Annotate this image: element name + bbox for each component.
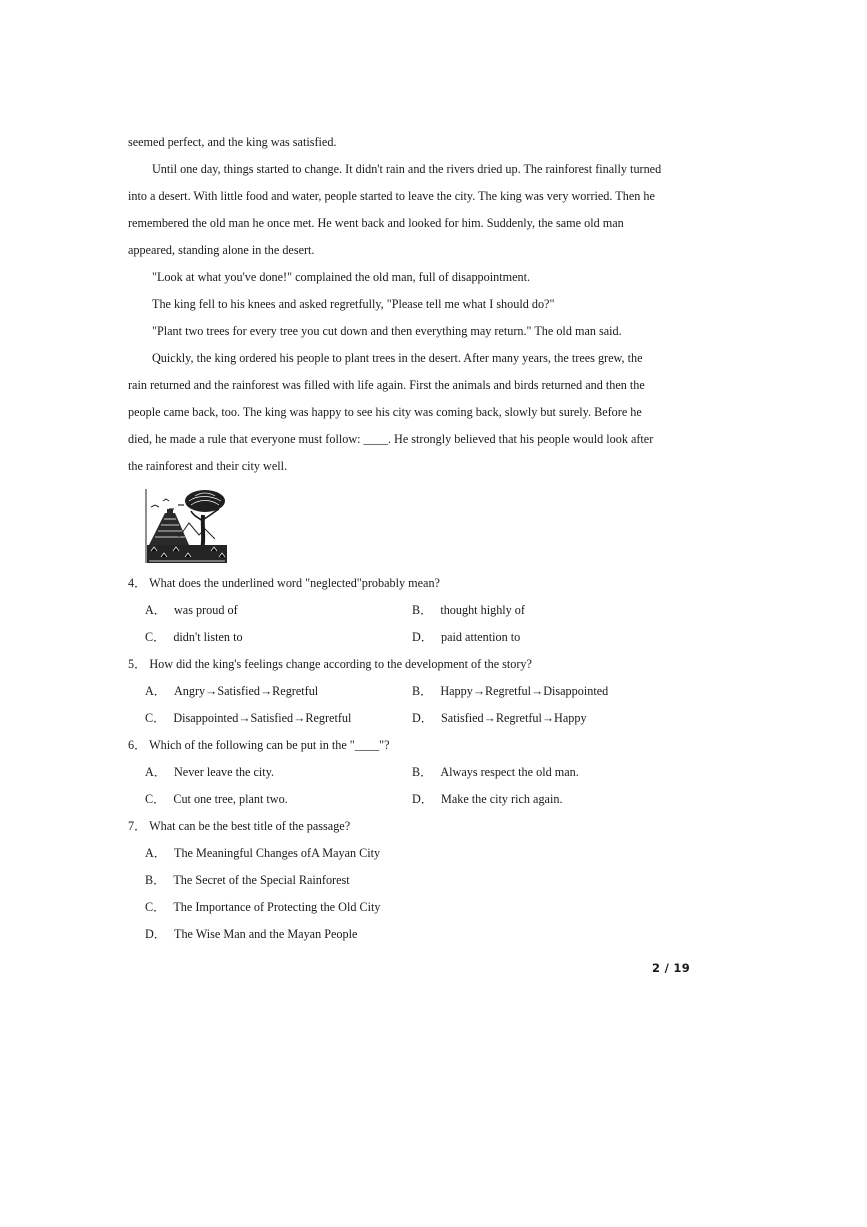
option-c[interactable]	[145, 629, 243, 645]
option-d[interactable]	[145, 926, 357, 942]
question-text: What does the underlined word "neglected"probably mean?	[149, 576, 440, 590]
question-number: 7．	[128, 819, 147, 833]
question-text: What can be the best title of the passage?	[149, 819, 351, 833]
option-letter: A．	[145, 846, 166, 860]
question-stem	[128, 818, 350, 834]
option-c[interactable]	[145, 710, 351, 726]
passage-line: Quickly, the king ordered his people to plant trees in the desert. After many years, the trees grew, the	[152, 351, 643, 365]
option-letter: C．	[145, 630, 166, 644]
option-b[interactable]	[145, 872, 350, 888]
option-text: The Meaningful Changes ofA Mayan City	[174, 846, 381, 860]
option-letter: B．	[145, 873, 166, 887]
option-letter: D．	[145, 927, 166, 941]
passage-line: into a desert. With little food and water, people started to leave the city. The king was very worried. Then he	[128, 189, 655, 203]
option-d[interactable]	[412, 629, 520, 645]
passage-line: the rainforest and their city well.	[128, 459, 288, 473]
option-text: The Secret of the Special Rainforest	[173, 873, 350, 887]
option-letter: C．	[145, 711, 166, 725]
option-text: Disappointed→Satisfied→Regretful	[173, 711, 352, 725]
option-text: thought highly of	[440, 603, 525, 617]
passage-line: died, he made a rule that everyone must follow: ____. He strongly believed that his people would look after	[128, 432, 654, 446]
option-letter: D．	[412, 630, 433, 644]
option-a[interactable]	[145, 683, 318, 699]
option-a[interactable]	[145, 845, 380, 861]
option-text: Angry→Satisfied→Regretful	[174, 684, 319, 698]
option-c[interactable]	[145, 791, 288, 807]
option-letter: A．	[145, 603, 166, 617]
option-letter: A．	[145, 684, 166, 698]
page-number: 2 / 19	[652, 961, 691, 975]
passage-line: The king fell to his knees and asked regretfully, "Please tell me what I should do?"	[152, 297, 555, 311]
option-b[interactable]	[412, 683, 608, 699]
option-text: Always respect the old man.	[440, 765, 579, 779]
option-letter: B．	[412, 765, 433, 779]
option-text: was proud of	[174, 603, 238, 617]
question-text: How did the king's feelings change according to the development of the story?	[149, 657, 532, 671]
option-text: Make the city rich again.	[441, 792, 563, 806]
option-d[interactable]	[412, 710, 587, 726]
question-text: Which of the following can be put in the "____"?	[149, 738, 390, 752]
option-c[interactable]	[145, 899, 380, 915]
option-letter: B．	[412, 684, 433, 698]
passage-line: "Plant two trees for every tree you cut down and then everything may return." The old man said.	[152, 324, 622, 338]
option-letter: C．	[145, 792, 166, 806]
option-text: Cut one tree, plant two.	[173, 792, 288, 806]
option-text: The Importance of Protecting the Old City	[173, 900, 381, 914]
option-a[interactable]	[145, 764, 274, 780]
passage-line: people came back, too. The king was happy to see his city was coming back, slowly but surely. Before he	[128, 405, 642, 419]
passage-line: Until one day, things started to change. It didn't rain and the rivers dried up. The rainforest finally turned	[152, 162, 662, 176]
option-text: Never leave the city.	[174, 765, 275, 779]
question-stem	[128, 737, 390, 753]
option-text: didn't listen to	[173, 630, 243, 644]
option-letter: D．	[412, 711, 433, 725]
pyramid-tree-illustration	[145, 487, 229, 565]
option-letter: B．	[412, 603, 433, 617]
option-d[interactable]	[412, 791, 563, 807]
question-stem	[128, 575, 440, 591]
question-number: 6．	[128, 738, 147, 752]
option-letter: A．	[145, 765, 166, 779]
question-stem	[128, 656, 532, 672]
option-text: Satisfied→Regretful→Happy	[441, 711, 587, 725]
passage-line: remembered the old man he once met. He went back and looked for him. Suddenly, the same old man	[128, 216, 624, 230]
passage-line: "Look at what you've done!" complained the old man, full of disappointment.	[152, 270, 531, 284]
passage-line: rain returned and the rainforest was filled with life again. First the animals and birds returned and then the	[128, 378, 645, 392]
option-text: paid attention to	[441, 630, 521, 644]
passage-line: seemed perfect, and the king was satisfied.	[128, 135, 337, 149]
option-text: Happy→Regretful→Disappointed	[440, 684, 609, 698]
option-letter: D．	[412, 792, 433, 806]
passage-line: appeared, standing alone in the desert.	[128, 243, 315, 257]
option-b[interactable]	[412, 764, 579, 780]
option-text: The Wise Man and the Mayan People	[174, 927, 358, 941]
option-letter: C．	[145, 900, 166, 914]
question-number: 5．	[128, 657, 147, 671]
question-number: 4．	[128, 576, 147, 590]
option-a[interactable]	[145, 602, 238, 618]
option-b[interactable]	[412, 602, 525, 618]
